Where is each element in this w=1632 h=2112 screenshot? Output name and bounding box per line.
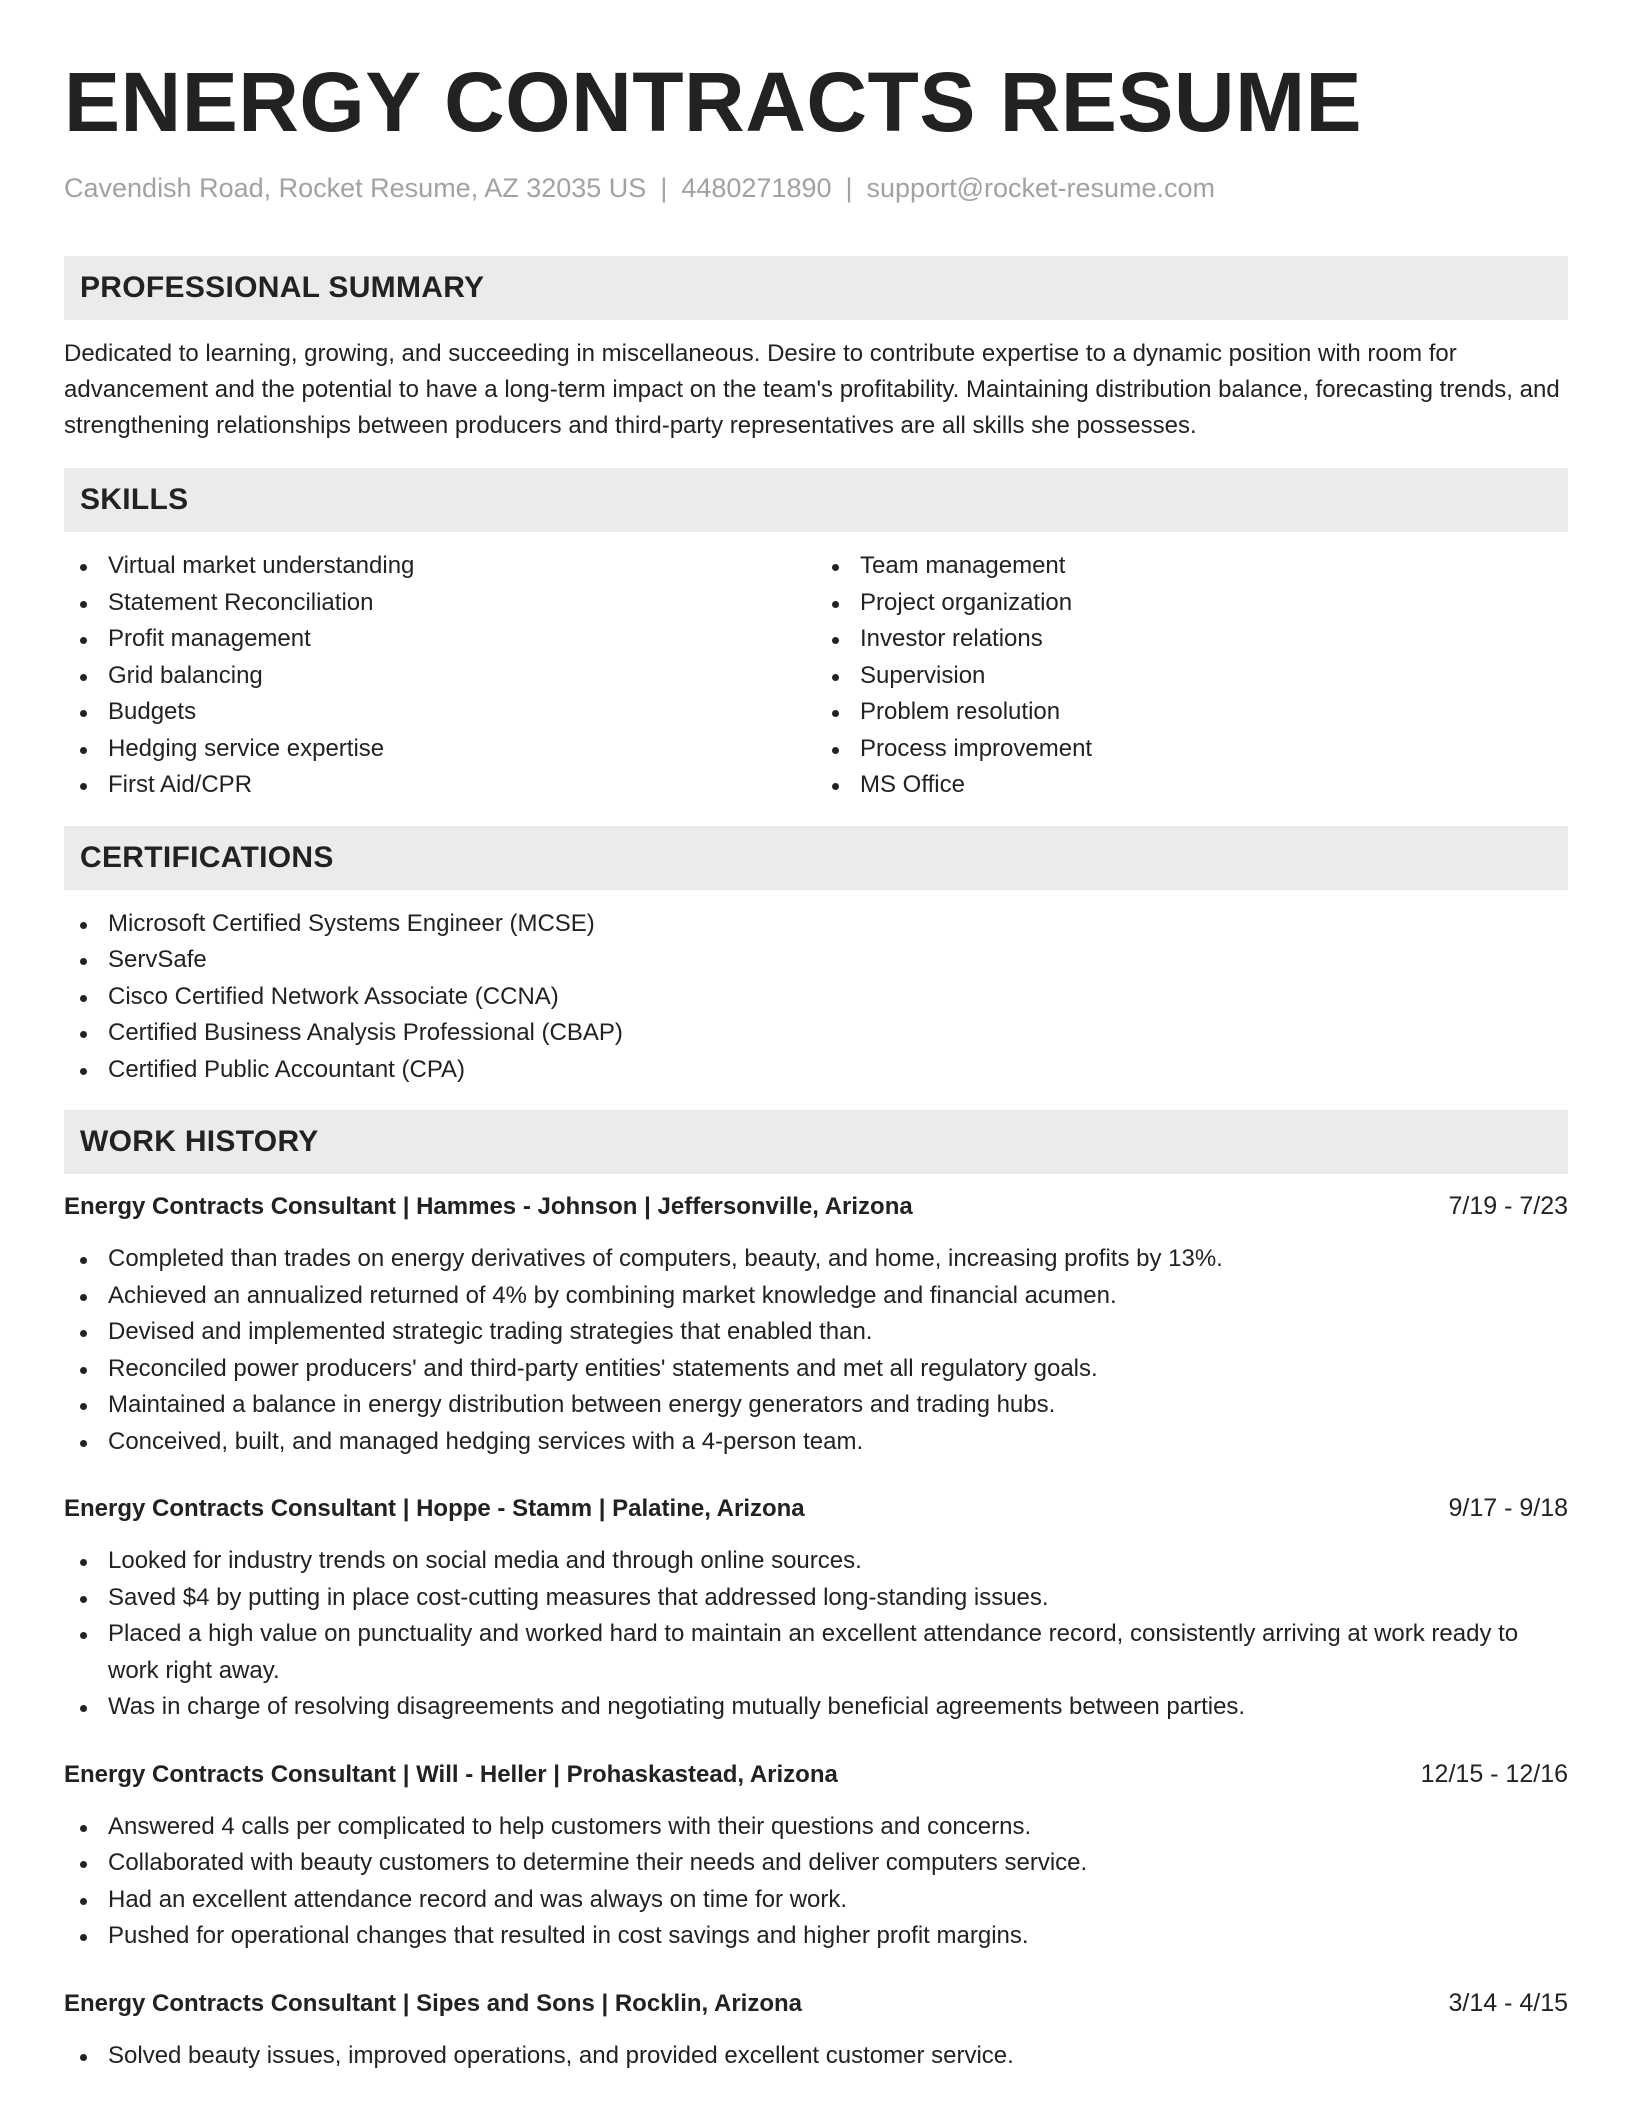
job-bullet: Maintained a balance in energy distribution between energy generators and trading hubs. [64, 1387, 1568, 1424]
job-header [64, 1985, 1568, 2022]
job-title: Energy Contracts Consultant | Hoppe - Stamm | Palatine, Arizona [64, 1495, 805, 1523]
separator: | [845, 173, 853, 203]
skill-item: MS Office [816, 767, 1568, 804]
job-bullet: Placed a high value on punctuality and worked hard to maintain an excellent attendance record, consistently arriving at work ready to work right away. [64, 1616, 1568, 1689]
skill-item: Profit management [64, 621, 816, 658]
job-header [64, 1756, 1568, 1793]
job-bullet: Had an excellent attendance record and was always on time for work. [64, 1882, 1568, 1919]
skill-item: Problem resolution [816, 694, 1568, 731]
skill-item: Supervision [816, 658, 1568, 695]
separator: | [660, 173, 668, 203]
job-bullet: Completed than trades on energy derivatives of computers, beauty, and home, increasing profits by 13%. [64, 1241, 1568, 1278]
certification-item: Microsoft Certified Systems Engineer (MCSE) [64, 906, 1568, 943]
contact-line [64, 172, 1568, 204]
phone: 4480271890 [681, 173, 832, 203]
job-dates: 12/15 - 12/16 [1420, 1759, 1568, 1788]
certifications-heading: CERTIFICATIONS [64, 826, 1568, 890]
job-bullet: Collaborated with beauty customers to determine their needs and deliver computers service. [64, 1845, 1568, 1882]
work-history-heading: WORK HISTORY [64, 1110, 1568, 1174]
skill-item: First Aid/CPR [64, 767, 816, 804]
certification-item: ServSafe [64, 942, 1568, 979]
skills-column-left [64, 548, 816, 804]
certifications-list [64, 906, 1568, 1089]
job-bullet: Achieved an annualized returned of 4% by combining market knowledge and financial acumen. [64, 1278, 1568, 1315]
skill-item: Virtual market understanding [64, 548, 816, 585]
certification-item: Certified Business Analysis Professional (CBAP) [64, 1015, 1568, 1052]
job-bullet: Pushed for operational changes that resulted in cost savings and higher profit margins. [64, 1918, 1568, 1955]
job-dates: 9/17 - 9/18 [1448, 1494, 1568, 1523]
address: Cavendish Road, Rocket Resume, AZ 32035 US [64, 173, 647, 203]
resume-title: ENERGY CONTRACTS RESUME [64, 55, 1363, 149]
job-bullet: Saved $4 by putting in place cost-cutting measures that addressed long-standing issues. [64, 1580, 1568, 1617]
skill-item: Investor relations [816, 621, 1568, 658]
job-entry [64, 1490, 1568, 1726]
job-bullet: Devised and implemented strategic trading strategies that enabled than. [64, 1314, 1568, 1351]
skill-item: Hedging service expertise [64, 731, 816, 768]
job-entry [64, 1985, 1568, 2075]
job-dates: 3/14 - 4/15 [1448, 1988, 1568, 2017]
summary-text: Dedicated to learning, growing, and succeeding in miscellaneous. Desire to contribute expertise to a dynamic position with room for advancement and the potential to have a long-term impact on the team's profitability. Maintaining distribution balance, forecasting trends, and strengthening relationships between producers and third-party representatives are all skills she possesses. [64, 340, 1560, 440]
job-title: Energy Contracts Consultant | Hammes - Johnson | Jeffersonville, Arizona [64, 1193, 913, 1221]
job-bullet: Answered 4 calls per complicated to help customers with their questions and concerns. [64, 1809, 1568, 1846]
job-title: Energy Contracts Consultant | Sipes and Sons | Rocklin, Arizona [64, 1989, 802, 2017]
skills-list [64, 548, 1568, 804]
skills-heading: SKILLS [64, 468, 1568, 532]
job-dates: 7/19 - 7/23 [1448, 1192, 1568, 1221]
job-header [64, 1188, 1568, 1225]
skill-item: Budgets [64, 694, 816, 731]
job-bullet: Looked for industry trends on social media and through online sources. [64, 1543, 1568, 1580]
job-bullet: Reconciled power producers' and third-party entities' statements and met all regulatory goals. [64, 1351, 1568, 1388]
skill-item: Project organization [816, 585, 1568, 622]
skill-item: Statement Reconciliation [64, 585, 816, 622]
certification-item: Cisco Certified Network Associate (CCNA) [64, 979, 1568, 1016]
job-header [64, 1490, 1568, 1527]
job-bullets [64, 1543, 1568, 1726]
job-bullets [64, 1809, 1568, 1955]
skills-column-right [816, 548, 1568, 804]
job-bullet: Conceived, built, and managed hedging services with a 4-person team. [64, 1424, 1568, 1461]
job-title: Energy Contracts Consultant | Will - Heller | Prohaskastead, Arizona [64, 1760, 838, 1788]
job-entry [64, 1188, 1568, 1460]
job-bullet: Solved beauty issues, improved operations, and provided excellent customer service. [64, 2038, 1568, 2075]
skill-item: Grid balancing [64, 658, 816, 695]
job-bullets [64, 1241, 1568, 1460]
email: support@rocket-resume.com [866, 173, 1216, 203]
skill-item: Process improvement [816, 731, 1568, 768]
job-bullets [64, 2038, 1568, 2075]
summary-heading: PROFESSIONAL SUMMARY [64, 256, 1568, 320]
certification-item: Certified Public Accountant (CPA) [64, 1052, 1568, 1089]
skill-item: Team management [816, 548, 1568, 585]
job-bullet: Was in charge of resolving disagreements and negotiating mutually beneficial agreements between parties. [64, 1689, 1568, 1726]
job-entry [64, 1756, 1568, 1955]
